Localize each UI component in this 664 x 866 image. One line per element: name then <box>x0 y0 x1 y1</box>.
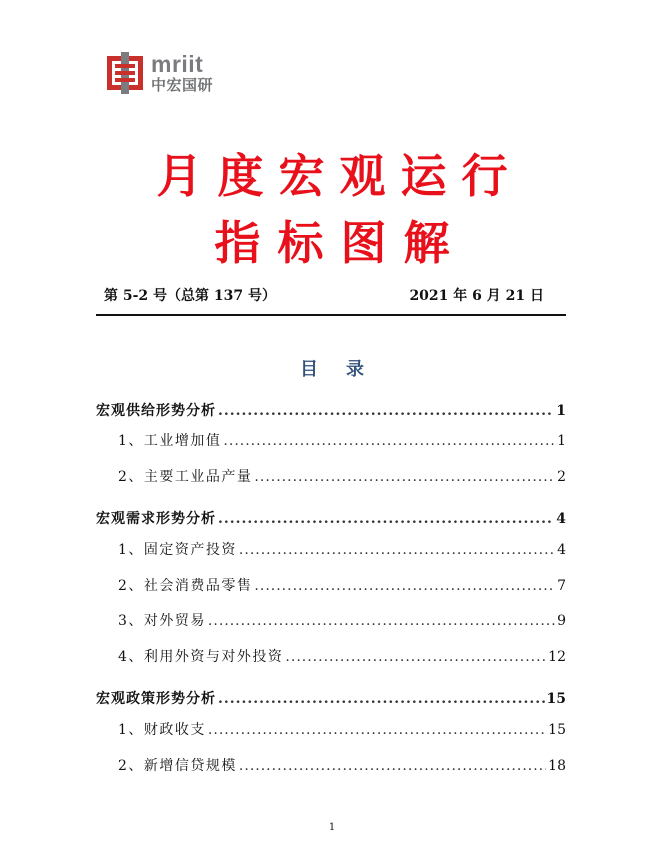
toc-entry-page: 7 <box>557 578 566 594</box>
toc-leader-dots <box>239 541 555 559</box>
company-logo <box>105 50 213 96</box>
toc-entry-title: 4、利用外资与对外投资 <box>118 649 284 665</box>
toc-entry-title: 宏观政策形势分析 <box>96 691 216 707</box>
toc-section-policy[interactable] <box>96 690 566 708</box>
toc-entry-page: 4 <box>556 511 566 527</box>
page-number: 1 <box>328 822 336 833</box>
toc-entry-title: 3、对外贸易 <box>118 613 206 629</box>
toc-item-new-credit[interactable] <box>118 757 566 775</box>
toc-item-industrial-value-added[interactable] <box>118 432 566 450</box>
toc-entry-page: 15 <box>548 722 566 738</box>
logo-text <box>151 53 213 93</box>
toc-entry-page: 1 <box>556 403 566 419</box>
toc-item-industrial-output[interactable] <box>118 468 566 486</box>
toc-leader-dots <box>218 690 545 708</box>
issue-number: 第 5-2 号（总第 137 号） <box>104 288 277 304</box>
toc-leader-dots <box>218 510 554 528</box>
toc-item-fiscal-revenue-expenditure[interactable] <box>118 721 566 739</box>
report-title-line1: 月度宏观运行 <box>156 149 523 203</box>
toc-entry-title: 2、新增信贷规模 <box>118 758 237 774</box>
mriit-logo-icon <box>105 52 145 94</box>
toc-leader-dots <box>285 648 546 666</box>
issue-info-row <box>104 285 544 305</box>
toc-entry-page: 9 <box>557 613 566 629</box>
logo-text-en: mriit <box>151 51 204 77</box>
toc-entry-title: 2、社会消费品零售 <box>118 578 253 594</box>
toc-leader-dots <box>254 577 555 595</box>
toc-leader-dots <box>254 468 555 486</box>
toc-heading: 目录 <box>300 359 392 380</box>
toc-section-supply[interactable] <box>96 402 566 420</box>
toc-entry-title: 宏观供给形势分析 <box>96 403 216 419</box>
toc-leader-dots <box>208 721 546 739</box>
toc-entry-page: 2 <box>557 469 566 485</box>
toc-entry-page: 1 <box>557 433 566 449</box>
toc-entry-title: 1、财政收支 <box>118 722 206 738</box>
toc-section-demand[interactable] <box>96 510 566 528</box>
logo-text-cn: 中宏国研 <box>151 76 214 94</box>
toc-leader-dots <box>223 432 555 450</box>
report-title-line2: 指标图解 <box>214 216 467 270</box>
toc-item-fixed-asset-investment[interactable] <box>118 541 566 559</box>
publish-date: 2021 年 6 月 21 日 <box>409 288 544 304</box>
toc-item-foreign-trade[interactable] <box>118 612 566 630</box>
toc-entry-page: 18 <box>548 758 566 774</box>
toc-item-foreign-investment[interactable] <box>118 648 566 666</box>
toc-entry-page: 12 <box>548 649 566 665</box>
toc-entry-page: 15 <box>546 691 566 707</box>
toc-leader-dots <box>218 402 554 420</box>
toc-leader-dots <box>239 757 546 775</box>
toc-entry-title: 1、固定资产投资 <box>118 542 237 558</box>
toc-entry-page: 4 <box>557 542 566 558</box>
toc-item-retail-sales[interactable] <box>118 577 566 595</box>
toc-leader-dots <box>208 612 555 630</box>
toc-entry-title: 1、工业增加值 <box>118 433 222 449</box>
header-divider <box>96 314 566 316</box>
toc-entry-title: 宏观需求形势分析 <box>96 511 216 527</box>
toc-entry-title: 2、主要工业品产量 <box>118 469 253 485</box>
